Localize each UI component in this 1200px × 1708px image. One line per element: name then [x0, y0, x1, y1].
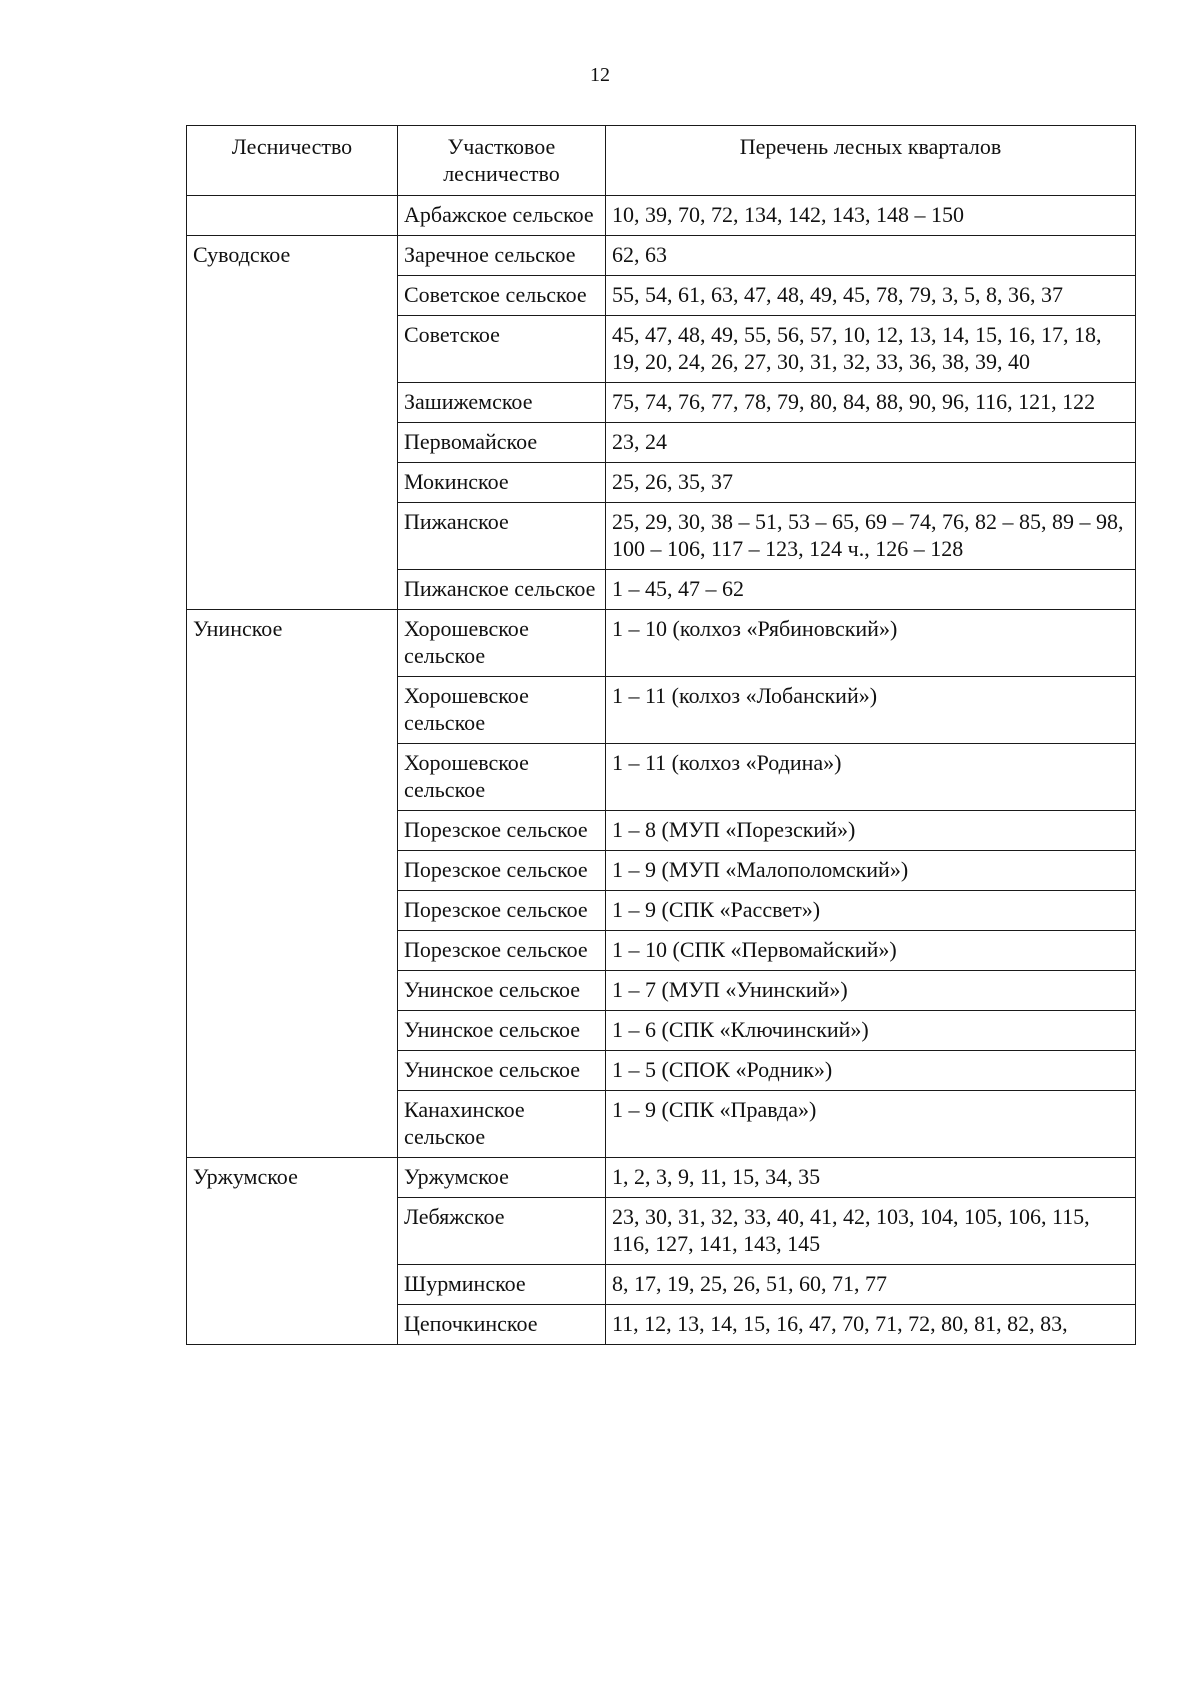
- cell-district: Хорошевское сельское: [398, 677, 606, 744]
- cell-forestry: [187, 423, 398, 463]
- cell-quarters: 1 – 10 (колхоз «Рябиновский»): [606, 610, 1136, 677]
- cell-forestry: [187, 744, 398, 811]
- cell-district: Арбажское сельское: [398, 196, 606, 236]
- cell-forestry: [187, 971, 398, 1011]
- cell-forestry: [187, 1198, 398, 1265]
- forest-quarters-table: [186, 125, 1136, 1345]
- table-row: [187, 503, 1136, 570]
- cell-district: Порезское сельское: [398, 811, 606, 851]
- cell-district: Лебяжское: [398, 1198, 606, 1265]
- cell-forestry: [187, 891, 398, 931]
- table-row: [187, 744, 1136, 811]
- cell-quarters: 1 – 5 (СПОК «Родник»): [606, 1051, 1136, 1091]
- table-row: [187, 1265, 1136, 1305]
- cell-district: Унинское сельское: [398, 971, 606, 1011]
- table-row: [187, 891, 1136, 931]
- cell-forestry: [187, 1091, 398, 1158]
- cell-forestry: [187, 851, 398, 891]
- cell-forestry: [187, 196, 398, 236]
- cell-forestry: [187, 503, 398, 570]
- table-row: [187, 463, 1136, 503]
- cell-quarters: 1 – 7 (МУП «Унинский»): [606, 971, 1136, 1011]
- cell-district: Порезское сельское: [398, 891, 606, 931]
- cell-district: Шурминское: [398, 1265, 606, 1305]
- table-row: [187, 971, 1136, 1011]
- table-row: [187, 1198, 1136, 1265]
- cell-forestry: [187, 463, 398, 503]
- cell-quarters: 1 – 45, 47 – 62: [606, 570, 1136, 610]
- cell-quarters: 62, 63: [606, 236, 1136, 276]
- cell-forestry: [187, 1265, 398, 1305]
- cell-forestry: [187, 276, 398, 316]
- cell-quarters: 55, 54, 61, 63, 47, 48, 49, 45, 78, 79, 3, 5, 8, 36, 37: [606, 276, 1136, 316]
- cell-forestry: [187, 811, 398, 851]
- cell-district: Мокинское: [398, 463, 606, 503]
- cell-quarters: 1 – 8 (МУП «Порезский»): [606, 811, 1136, 851]
- cell-quarters: 25, 29, 30, 38 – 51, 53 – 65, 69 – 74, 76, 82 – 85, 89 – 98, 100 – 106, 117 – 123, 124 ч., 126 – 128: [606, 503, 1136, 570]
- cell-quarters: 23, 24: [606, 423, 1136, 463]
- cell-quarters: 45, 47, 48, 49, 55, 56, 57, 10, 12, 13, 14, 15, 16, 17, 18, 19, 20, 24, 26, 27, 30, 31, 32, 33, 36, 38, 39, 40: [606, 316, 1136, 383]
- page-number: 12: [590, 64, 610, 86]
- table-row: [187, 811, 1136, 851]
- table-row: [187, 423, 1136, 463]
- cell-district: Заречное сельское: [398, 236, 606, 276]
- cell-quarters: 1 – 9 (МУП «Малополомский»): [606, 851, 1136, 891]
- cell-quarters: 23, 30, 31, 32, 33, 40, 41, 42, 103, 104, 105, 106, 115, 116, 127, 141, 143, 145: [606, 1198, 1136, 1265]
- table-row: [187, 276, 1136, 316]
- cell-forestry: [187, 570, 398, 610]
- table-row: [187, 1011, 1136, 1051]
- cell-quarters: 1 – 6 (СПК «Ключинский»): [606, 1011, 1136, 1051]
- header-forestry: Лесничество: [187, 126, 398, 196]
- table-row: [187, 383, 1136, 423]
- cell-quarters: 8, 17, 19, 25, 26, 51, 60, 71, 77: [606, 1265, 1136, 1305]
- cell-quarters: 1 – 9 (СПК «Рассвет»): [606, 891, 1136, 931]
- table-row: [187, 1091, 1136, 1158]
- cell-quarters: 1 – 10 (СПК «Первомайский»): [606, 931, 1136, 971]
- cell-forestry: [187, 1305, 398, 1345]
- table-row: [187, 610, 1136, 677]
- cell-district: Унинское сельское: [398, 1011, 606, 1051]
- table-row: [187, 316, 1136, 383]
- table-row: [187, 236, 1136, 276]
- cell-district: Пижанское: [398, 503, 606, 570]
- cell-quarters: 1, 2, 3, 9, 11, 15, 34, 35: [606, 1158, 1136, 1198]
- cell-district: Зашижемское: [398, 383, 606, 423]
- cell-district: Советское сельское: [398, 276, 606, 316]
- table-row: [187, 1305, 1136, 1345]
- cell-district: Порезское сельское: [398, 931, 606, 971]
- table-row: [187, 931, 1136, 971]
- cell-quarters: 1 – 11 (колхоз «Родина»): [606, 744, 1136, 811]
- cell-quarters: 75, 74, 76, 77, 78, 79, 80, 84, 88, 90, 96, 116, 121, 122: [606, 383, 1136, 423]
- cell-forestry: [187, 1011, 398, 1051]
- header-quarters-list: Перечень лесных кварталов: [606, 126, 1136, 196]
- table-row: [187, 677, 1136, 744]
- cell-district: Цепочкинское: [398, 1305, 606, 1345]
- cell-forestry: [187, 316, 398, 383]
- cell-quarters: 11, 12, 13, 14, 15, 16, 47, 70, 71, 72, 80, 81, 82, 83,: [606, 1305, 1136, 1345]
- table-row: [187, 196, 1136, 236]
- cell-quarters: 1 – 11 (колхоз «Лобанский»): [606, 677, 1136, 744]
- cell-forestry: [187, 383, 398, 423]
- header-district-forestry: Участковое лесничество: [398, 126, 606, 196]
- cell-district: Уржумское: [398, 1158, 606, 1198]
- cell-forestry: Суводское: [187, 236, 398, 276]
- cell-district: Советское: [398, 316, 606, 383]
- table-row: [187, 851, 1136, 891]
- cell-district: Пижанское сельское: [398, 570, 606, 610]
- cell-forestry: Унинское: [187, 610, 398, 677]
- table-row: [187, 1051, 1136, 1091]
- cell-district: Хорошевское сельское: [398, 610, 606, 677]
- cell-quarters: 25, 26, 35, 37: [606, 463, 1136, 503]
- cell-quarters: 1 – 9 (СПК «Правда»): [606, 1091, 1136, 1158]
- cell-quarters: 10, 39, 70, 72, 134, 142, 143, 148 – 150: [606, 196, 1136, 236]
- cell-district: Унинское сельское: [398, 1051, 606, 1091]
- cell-forestry: Уржумское: [187, 1158, 398, 1198]
- cell-forestry: [187, 931, 398, 971]
- cell-forestry: [187, 677, 398, 744]
- cell-district: Канахинское сельское: [398, 1091, 606, 1158]
- table-row: [187, 570, 1136, 610]
- cell-forestry: [187, 1051, 398, 1091]
- cell-district: Порезское сельское: [398, 851, 606, 891]
- table-row: [187, 1158, 1136, 1198]
- cell-district: Первомайское: [398, 423, 606, 463]
- cell-district: Хорошевское сельское: [398, 744, 606, 811]
- table-header-row: [187, 126, 1136, 196]
